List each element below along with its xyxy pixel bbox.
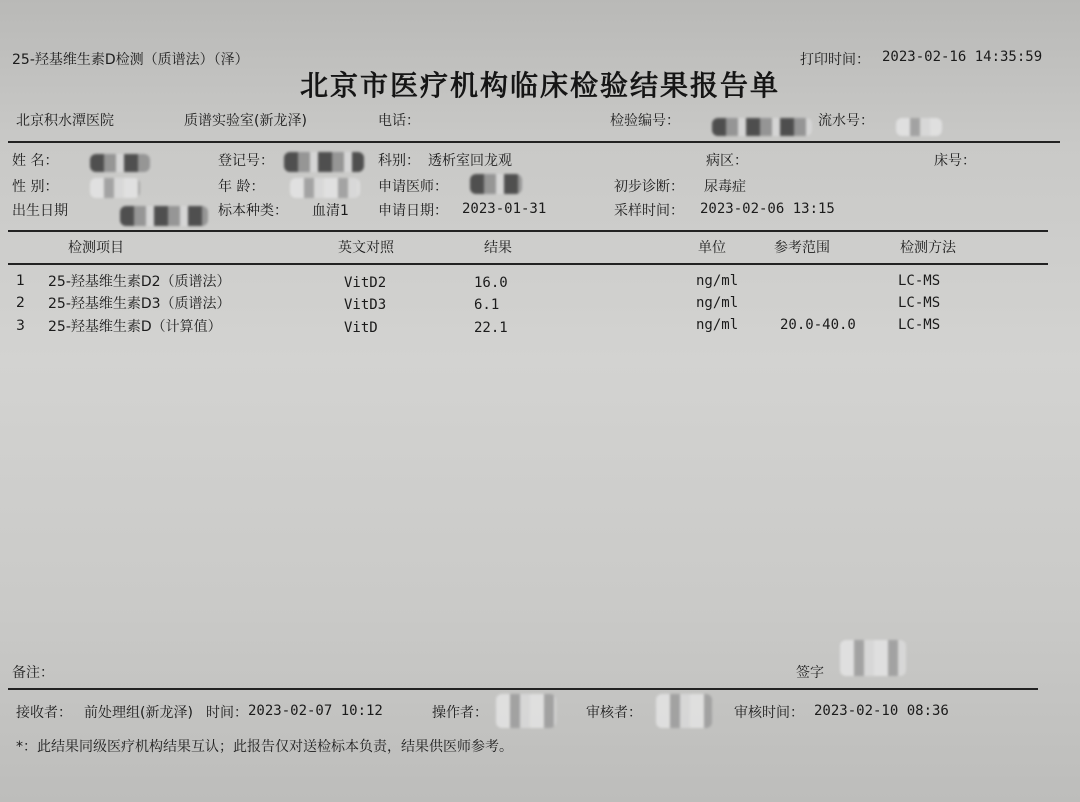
phone-label: 电话： — [378, 113, 420, 129]
sample-time: 2023-02-06 13:15 — [700, 201, 835, 217]
footer-note: *：此结果同级医疗机构结果互认；此报告仅对送检标本负责，结果供医师参考。 — [16, 739, 513, 755]
redacted-dob — [120, 206, 208, 226]
row-no: 2 — [16, 295, 25, 311]
row-unit: ng/ml — [696, 317, 739, 333]
bed-label: 床号： — [934, 153, 976, 169]
divider-footer — [8, 688, 1038, 690]
row-item: 25-羟基维生素D2（质谱法） — [48, 274, 231, 290]
receiver-value: 前处理组(新龙泽) — [84, 705, 193, 721]
sex-label: 性 别： — [12, 179, 59, 195]
print-time: 2023-02-16 14:35:59 — [882, 49, 1043, 65]
row-no: 3 — [16, 318, 25, 334]
sample-time-label: 采样时间： — [614, 203, 684, 219]
receiver-label: 接收者： — [16, 705, 72, 721]
redacted-reviewer — [656, 694, 712, 728]
age-label: 年 龄： — [218, 179, 265, 195]
row-english: VitD3 — [344, 297, 387, 313]
row-result: 6.1 — [474, 297, 500, 313]
specimen-value: 血清1 — [312, 203, 349, 219]
redacted-reg — [284, 152, 364, 172]
redacted-signature — [840, 640, 906, 676]
hospital-name: 北京积水潭医院 — [16, 113, 114, 129]
dept-label: 科别： — [378, 153, 420, 169]
row-item: 25-羟基维生素D3（质谱法） — [48, 296, 231, 312]
row-unit: ng/ml — [696, 273, 739, 289]
col-header-unit: 单位 — [698, 240, 726, 256]
divider-top — [8, 141, 1060, 143]
sign-label: 签字 — [796, 665, 824, 681]
col-header-english: 英文对照 — [338, 240, 394, 256]
dept-value: 透析室回龙观 — [428, 153, 512, 169]
row-english: VitD2 — [344, 275, 387, 291]
test-name: 25-羟基维生素D检测（质谱法）（泽） — [12, 52, 249, 68]
row-range: 20.0-40.0 — [780, 317, 856, 333]
redacted-sex — [90, 178, 140, 198]
row-method: LC-MS — [898, 273, 941, 289]
specimen-label: 标本种类： — [218, 203, 288, 219]
col-header-item: 检测项目 — [68, 240, 124, 256]
col-header-result: 结果 — [484, 240, 512, 256]
redacted-doctor — [470, 174, 522, 194]
row-unit: ng/ml — [696, 295, 739, 311]
divider-table-top — [8, 230, 1048, 232]
doctor-label: 申请医师： — [378, 179, 448, 195]
reviewer-label: 审核者： — [586, 705, 642, 721]
operator-label: 操作者： — [432, 705, 488, 721]
divider-table-header — [8, 263, 1048, 265]
receive-time-label: 时间： — [206, 705, 248, 721]
review-time: 2023-02-10 08:36 — [814, 703, 949, 719]
row-method: LC-MS — [898, 295, 941, 311]
diag-value: 尿毒症 — [704, 179, 746, 195]
row-english: VitD — [344, 320, 378, 336]
reg-label: 登记号： — [218, 153, 274, 169]
diag-label: 初步诊断： — [614, 179, 684, 195]
row-result: 16.0 — [474, 275, 508, 291]
redacted-name — [90, 154, 150, 172]
ward-label: 病区： — [706, 153, 748, 169]
redacted-test-no — [712, 118, 812, 136]
lab-name: 质谱实验室(新龙泽) — [184, 113, 307, 129]
report-title: 北京市医疗机构临床检验结果报告单 — [299, 69, 780, 102]
row-no: 1 — [16, 273, 25, 289]
receive-time: 2023-02-07 10:12 — [248, 703, 383, 719]
apply-date: 2023-01-31 — [462, 201, 547, 217]
print-time-label: 打印时间： — [800, 52, 870, 68]
remark-label: 备注： — [12, 665, 54, 681]
dob-label: 出生日期 — [12, 203, 68, 219]
col-header-method: 检测方法 — [900, 240, 956, 256]
apply-date-label: 申请日期： — [378, 203, 448, 219]
row-method: LC-MS — [898, 317, 941, 333]
row-result: 22.1 — [474, 320, 508, 336]
name-label: 姓 名： — [12, 153, 59, 169]
review-time-label: 审核时间： — [734, 705, 804, 721]
redacted-serial — [896, 118, 942, 136]
redacted-age — [290, 178, 360, 198]
serial-label: 流水号： — [818, 113, 874, 129]
redacted-operator — [496, 694, 556, 728]
col-header-range: 参考范围 — [774, 240, 830, 256]
test-no-label: 检验编号： — [610, 113, 680, 129]
row-item: 25-羟基维生素D（计算值） — [48, 319, 222, 335]
